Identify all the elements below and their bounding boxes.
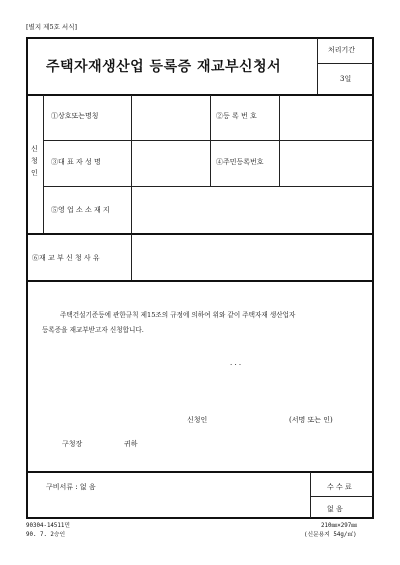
approval-date: 90. 7. 2승인 [26,532,66,538]
applicant-row-line-2 [43,186,373,187]
reason-label: ⑥재 교 부 신 청 사 유 [32,254,100,262]
frame-right [372,37,374,519]
statement-line-1: 주택건설기준등에 관한규칙 제15조의 규정에 의하여 위와 같이 주택자재 생산업자 [60,311,296,319]
processing-mid-line [317,63,373,64]
frame-bottom [26,517,374,519]
applicant-side-char-2: 청 [31,157,38,165]
processing-value: 3일 [340,75,352,83]
frame-left [26,37,28,519]
trade-name-label: ①상호또는명칭 [51,112,99,120]
title-bottom-line [26,94,374,96]
form-title: 주택자재생산업 등록증 재교부신청서 [46,59,282,75]
label-col-divider-1 [131,95,132,234]
applicant-side-divider [43,95,44,234]
frame-top [26,37,374,39]
applicant-side-char-1: 신 [31,145,38,153]
footer-top-line [26,471,374,473]
form-code: 90304-14511민 [26,523,70,529]
applicant-sign-label: 신청인 [187,416,208,424]
fee-mid-line [310,496,373,497]
paper-type: (신문용지 54g/㎡) [304,532,357,538]
applicant-row-line-1 [43,140,373,141]
registration-number-label: ②등 록 번 호 [216,112,257,120]
fee-value: 없 음 [327,505,343,513]
resident-number-label: ④주민등록번호 [216,158,264,166]
paper-size: 210㎜×297㎜ [321,523,358,529]
processing-divider [317,38,318,94]
representative-name-label: ③대 표 자 성 명 [51,158,101,166]
honorific-label: 귀하 [124,440,138,448]
statement-line-2: 등록증을 재교부받고자 신청합니다. [42,326,144,334]
reason-bottom-line [26,280,374,282]
date-marks: . . . [230,359,242,367]
fee-divider [310,472,311,518]
form-label: [별지 제5호 서식] [26,23,78,31]
processing-label: 처리기간 [328,46,356,54]
recipient-label: 구청장 [62,440,83,448]
applicant-bottom-line [26,233,374,235]
required-docs: 구비서류 : 없 음 [46,483,96,491]
office-address-label: ⑤영 업 소 소 재 지 [51,206,110,214]
applicant-side-char-3: 인 [31,169,38,177]
fee-label: 수 수 료 [327,483,352,491]
signature-label: (서명 또는 인) [289,416,333,424]
reason-divider [131,234,132,281]
